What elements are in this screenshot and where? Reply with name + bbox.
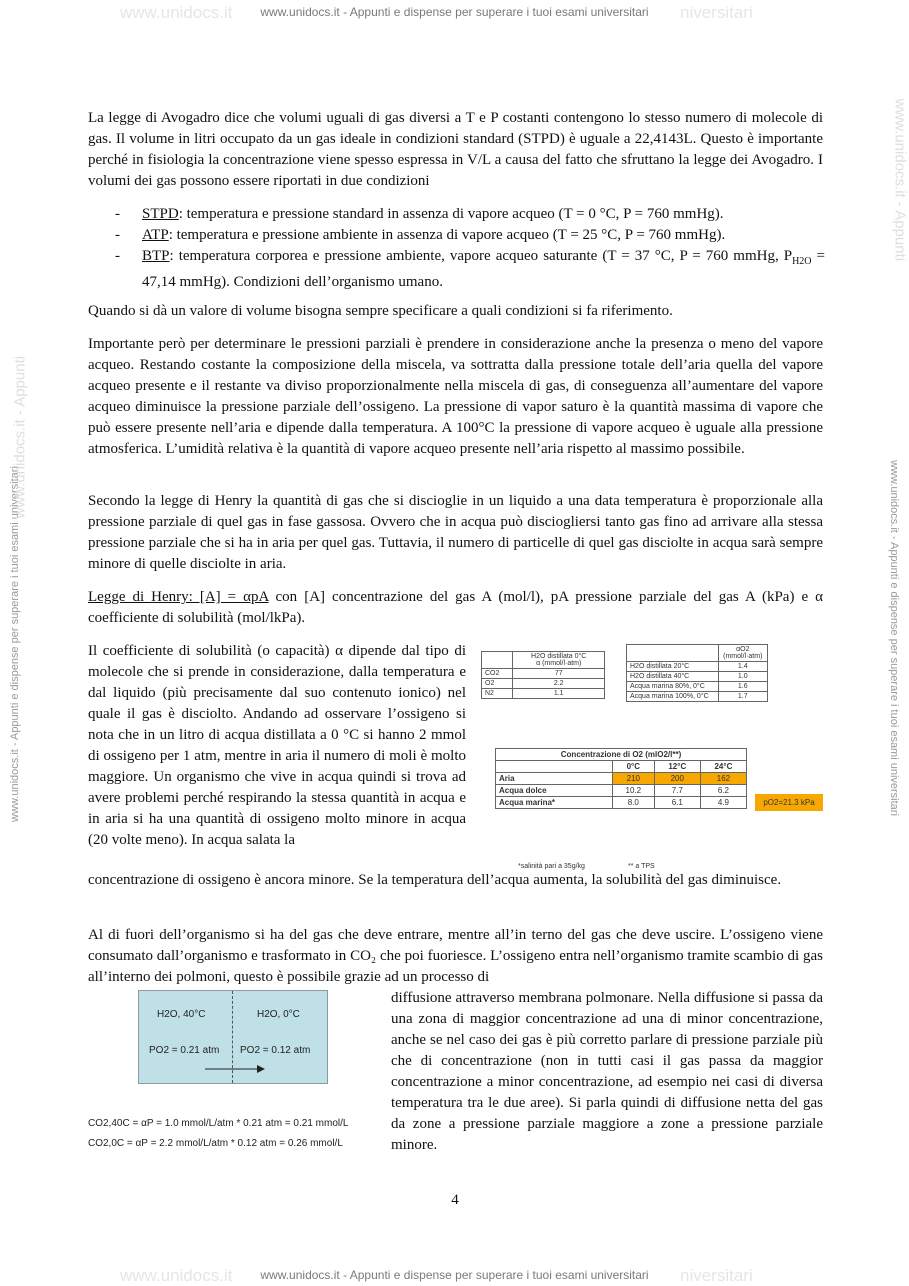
table-cell: CO2 [482,669,513,679]
henry-law-text: con [A] concentrazione del gas A (mol/l), pA pressione parziale del gas A (kPa) e α coefficiente di solubilità (mol/lkPa). [88,589,823,626]
list-desc: : temperatura e pressione standard in assenza di vapore acqueo (T = 0 °C, P = 760 mmHg). [178,206,724,222]
page-number: 4 [451,1192,459,1208]
row-label: Acqua marina* [496,797,613,809]
table-cell: 10.2 [612,785,654,797]
formula-40c: CO2,40C = αP = 1.0 mmol/L/atm * 0.21 atm = 0.21 mmol/L [88,1118,349,1129]
table-header: H2O distillata 0°C α (mmol/l·atm) [513,652,605,669]
table-cell: H2O distillata 40°C [627,672,719,682]
table-footnote-2: ** a TPS [628,863,655,870]
table-cell: 4.9 [700,797,746,809]
list-dash: - [115,206,120,222]
left-compartment-title: H2O, 40°C [157,1009,206,1020]
table-cell: 2.2 [513,679,605,689]
watermark-ghost-bottom-end: niversitari [680,1266,753,1285]
table-cell [482,652,513,669]
row-label: Acqua dolce [496,785,613,797]
po2-tag: pO2=21.3 kPa [755,794,823,811]
table-title: Concentrazione di O2 (mlO2/l**) [496,749,747,761]
row-label: Aria [496,773,613,785]
watermark-ghost-top: www.unidocs.it [120,3,233,22]
list-dash: - [115,227,120,243]
paragraph-volume: Quando si dà un valore di volume bisogna sempre specificare a quali condizioni si fa riferimento. [88,303,673,319]
table-cell: O2 [482,679,513,689]
formula-0c: CO2,0C = αP = 2.2 mmol/L/atm * 0.12 atm = 0.26 mmol/L [88,1138,343,1149]
henry-law-label: Legge di Henry: [A] = αpA [88,589,269,605]
table-o2-concentration [495,748,747,809]
table-cell: 1.1 [513,689,605,699]
table-cell: Acqua marina 100%, 0°C [627,692,719,702]
paragraph-henry-law [88,587,823,629]
right-compartment-pressure: PO2 = 0.12 atm [240,1045,311,1056]
table-cell: 6.1 [654,797,700,809]
header-banner: www.unidocs.it - Appunti e dispense per superare i tuoi esami universitari [260,5,649,19]
table-cell-highlight: 210 [612,773,654,785]
watermark-ghost-top-end: niversitari [680,3,753,22]
list-desc: : temperatura corporea e pressione ambiente, vapore acqueo saturante (T = 37 °C, P = 760 mmHg, P [169,248,793,264]
paragraph-gas-exchange: Al di fuori dell’organismo si ha del gas che deve entrare, mentre all’in terno del gas che deve uscire. L’ossigeno viene consumato dall’organismo e trasformato in CO₂ che poi fuoriesce. L’ossigeno entra nell’organismo tramite scambio di gas all’interno dei polmoni, questo è possibile grazie ad un processo di [88,927,823,985]
table-footnote-1: *salinità pari a 35g/kg [518,863,585,870]
table-solubility-o2 [626,644,768,702]
list-desc-end: = 47,14 mmHg). Condizioni dell’organismo umano. [142,248,825,290]
side-watermark-left-faint: www.unidocs.it - Appunti [11,355,29,519]
list-text [142,225,825,246]
list-dash: - [115,248,120,264]
term-atp: ATP [142,227,169,243]
table-cell-highlight: 162 [700,773,746,785]
table-cell [496,761,613,773]
paragraph-solubility-end: concentrazione di ossigeno è ancora minore. Se la temperatura dell’acqua aumenta, la solubilità del gas diminuisce. [88,872,782,888]
list-desc: : temperatura e pressione ambiente in assenza di vapore acqueo (T = 25 °C, P = 760 mmHg). [168,227,726,243]
table-cell: H2O distillata 20°C [627,662,719,672]
table-cell: 1.4 [718,662,767,672]
table-cell: 7.7 [654,785,700,797]
table-cell: 1.0 [718,672,767,682]
table-col-header: 12°C [654,761,700,773]
right-compartment-title: H2O, 0°C [257,1009,300,1020]
paragraph-henry: Secondo la legge di Henry la quantità di gas che si discioglie in un liquido a una data temperatura è proporzionale alla pressione parziale di quel gas in fase gassosa. Ovvero che in acqua può disciogliersi tanto gas fino ad arrivare alla stessa pressione parziale che si ha in aria per quel gas. Tuttavia, il numero di particelle di quel gas disciolte in acqua sarà sempre minore di quelle disciolte in aria. [88,493,823,572]
table-cell: 77 [513,669,605,679]
list-text [142,246,825,293]
footer-banner: www.unidocs.it - Appunti e dispense per superare i tuoi esami universitari [260,1268,649,1282]
term-stpd: STPD [142,206,179,222]
paragraph-avogadro: La legge di Avogadro dice che volumi uguali di gas diversi a T e P costanti contengono lo stesso numero di molecole di gas. Il volume in litri occupato da un gas ideale in condizioni standard (STPD) è uguale a 22,4143L. Questo è importante perché in fisiologia la concentrazione viene spesso espressa in V/L a causa del fatto che sfruttano la legge dei Avogadro. I volumi dei gas possono essere riportati in due condizioni [88,110,823,189]
table-cell: 8.0 [612,797,654,809]
paragraph-vapore: Importante però per determinare le pressioni parziali è prendere in considerazione anche la presenza o meno del vapore acqueo. Restando costante la composizione della miscela, va sottratta dalla pressione totale dell’aria quella del vapore acqueo presente e il restante va diviso proporzionalmente nella miscela di gas, di conseguenza all’aumentare del vapore acqueo diminuisce la pressione parziale dell’ossigeno. La pressione di vapor saturo è la quantità massima di vapore che può essere presente nell’aria e dipende dalla temperatura. A 100°C la pressione di vapore acqueo è uguale alla pressione atmosferica. L’umidità relativa è la quantità di vapore acqueo presente nell’aria rispetto al massimo possibile. [88,336,823,457]
paragraph-diffusion: diffusione attraverso membrana polmonare. Nella diffusione si passa da una zona di maggior concentrazione ad una di minor concentrazione, anche se nel caso dei gas è più corretto parlare di pressione parziale più che di concentrazione (non in tutti casi il gas passa da maggior concentrazione a minor concentrazione, ad esempio nei casi di diversa temperatura tra le due aree). Si parla quindi di diffusione netta del gas da zone a pressione parziale maggiore a zone a pressione parziale minore. [391,990,823,1153]
table-cell [627,645,719,662]
table-header: αO2 (mmol/l·atm) [718,645,767,662]
table-cell: 1.7 [718,692,767,702]
arrow-right-icon [205,1063,265,1075]
term-btp: BTP [142,248,170,264]
table-cell: 1.6 [718,682,767,692]
table-cell: N2 [482,689,513,699]
side-watermark-right: www.unidocs.it - Appunti e dispense per superare i tuoi esami universitari [888,460,900,816]
list-text [142,204,825,225]
watermark-ghost-bottom: www.unidocs.it [120,1266,233,1285]
paragraph-solubility: Il coefficiente di solubilità (o capacità) α dipende dal tipo di molecole che si prende in considerazione, dalla temperatura e dal liquido (più precisamente dal suo contenuto ionico) nel quale il gas è disciolto. Andando ad osservare l’ossigeno si nota che in un litro di acqua distillata a 0 °C si hanno 2 mmol di ossigeno per 1 atm, mentre in aria il numero di moli è molto maggiore. Un organismo che vive in acqua quindi si trova ad avere problemi perché respirando la stessa quantità in acqua e in aria si ha una quantità di ossigeno molto minore in acqua (20 volte meno). In acqua salata la [88,643,466,848]
left-compartment-pressure: PO2 = 0.21 atm [149,1045,220,1056]
side-watermark-left: www.unidocs.it - Appunti e dispense per superare i tuoi esami universitari [9,466,21,822]
side-watermark-right-faint: www.unidocs.it - Appunti [891,98,909,262]
diffusion-diagram [138,990,328,1084]
table-cell-highlight: 200 [654,773,700,785]
subscript-h2o: H2O [792,256,812,267]
table-col-header: 24°C [700,761,746,773]
table-cell: 6.2 [700,785,746,797]
table-cell: Acqua marina 80%, 0°C [627,682,719,692]
table-solubility-gases [481,651,605,699]
table-col-header: 0°C [612,761,654,773]
